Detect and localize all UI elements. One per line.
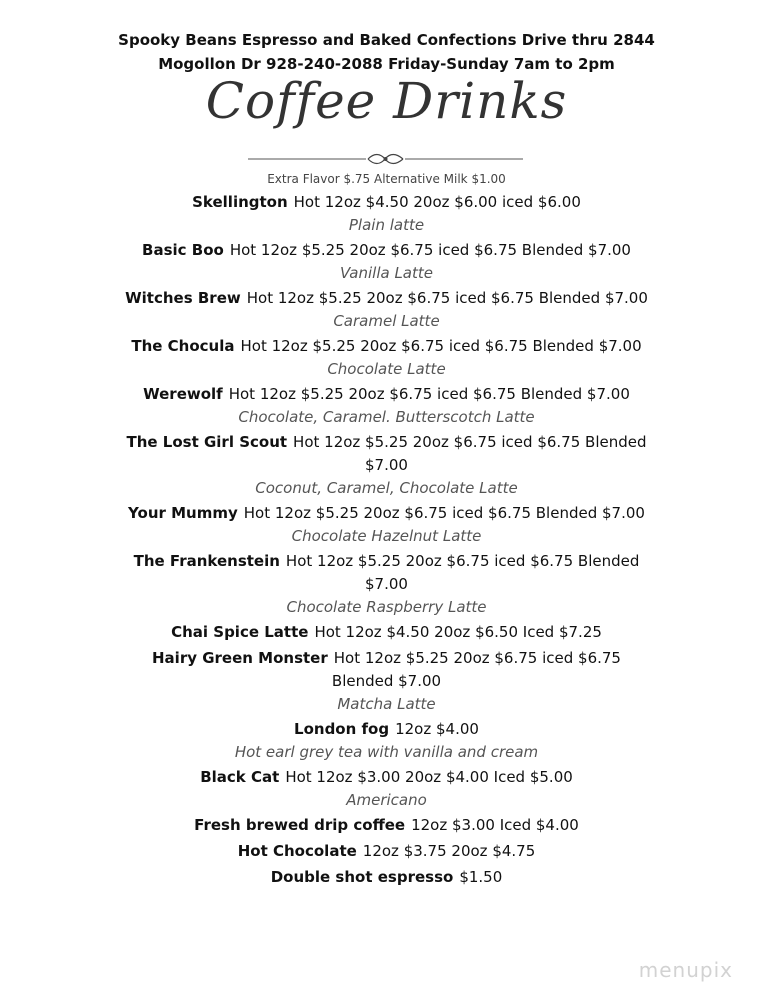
menu-item-description: Coconut, Caramel, Chocolate Latte	[255, 479, 518, 497]
menu-item-price: Hot 12oz $5.25 20oz $6.75 iced $6.75 Blended $7.00	[293, 433, 647, 474]
menu-item	[120, 647, 653, 715]
menu-item	[120, 191, 653, 236]
menu-item-name: Fresh brewed drip coffee	[194, 816, 406, 834]
menu-item	[120, 335, 653, 380]
menu-item-name: Black Cat	[200, 768, 280, 786]
menu-item	[120, 383, 653, 428]
menu-item-price: Hot 12oz $5.25 20oz $6.75 iced $6.75 Blended $7.00	[228, 385, 630, 403]
menu-item-name: The Frankenstein	[133, 552, 280, 570]
menu-item-description: Chocolate Latte	[327, 360, 446, 378]
menu-item-line	[120, 866, 653, 889]
menu-item-line	[120, 766, 653, 789]
menu-list	[120, 191, 653, 892]
menu-item-price: 12oz $3.00 Iced $4.00	[411, 816, 579, 834]
menu-item-description: Vanilla Latte	[339, 264, 433, 282]
divider-ornament	[248, 152, 523, 166]
menu-item-line	[120, 840, 653, 863]
menu-item-name: The Chocula	[131, 337, 235, 355]
menu-item-price: Hot 12oz $3.00 20oz $4.00 Iced $5.00	[285, 768, 573, 786]
page-title: Coffee Drinks	[205, 72, 568, 130]
header	[0, 28, 773, 76]
menu-item-description: Plain latte	[348, 216, 425, 234]
menu-item-line	[120, 335, 653, 358]
header-line-1: Spooky Beans Espresso and Baked Confections Drive thru 2844	[118, 31, 655, 49]
menu-item-name: Werewolf	[143, 385, 223, 403]
header-line-2: Mogollon Dr 928-240-2088 Friday-Sunday 7am to 2pm	[158, 55, 615, 73]
menu-item-description: Chocolate Raspberry Latte	[286, 598, 487, 616]
menu-item-line	[120, 287, 653, 310]
menu-item-description: Americano	[346, 791, 427, 809]
menu-item-price: Hot 12oz $5.25 20oz $6.75 iced $6.75 Blended $7.00	[285, 552, 640, 593]
menu-item	[120, 814, 653, 837]
menu-item-line	[120, 814, 653, 837]
menu-item	[120, 287, 653, 332]
menu-item-price: 12oz $4.00	[395, 720, 479, 738]
menu-item-line	[120, 191, 653, 214]
menu-item-line	[120, 239, 653, 262]
menu-item-description: Matcha Latte	[337, 695, 436, 713]
menu-item	[120, 239, 653, 284]
menu-item	[120, 866, 653, 889]
menu-item-line	[120, 621, 653, 644]
menu-item-price: Hot 12oz $5.25 20oz $6.75 iced $6.75 Blended $7.00	[246, 289, 648, 307]
menu-item-price: $1.50	[459, 868, 503, 886]
menu-item-price: 12oz $3.75 20oz $4.75	[362, 842, 536, 860]
menu-item	[120, 502, 653, 547]
menu-item-name: Witches Brew	[125, 289, 241, 307]
menu-item-name: Chai Spice Latte	[171, 623, 309, 641]
menu-item	[120, 550, 653, 618]
menu-item-name: Double shot espresso	[270, 868, 454, 886]
menu-item-price: Hot 12oz $4.50 20oz $6.50 Iced $7.25	[314, 623, 602, 641]
menu-item	[120, 840, 653, 863]
menu-item-line	[120, 431, 653, 477]
menu-item	[120, 766, 653, 811]
menu-item-name: Skellington	[192, 193, 288, 211]
watermark: menupix	[638, 958, 733, 982]
menu-item-description: Chocolate, Caramel. Butterscotch Latte	[238, 408, 535, 426]
menu-item-price: Hot 12oz $5.25 20oz $6.75 iced $6.75 Blended $7.00	[243, 504, 645, 522]
menu-item-name: Hot Chocolate	[237, 842, 357, 860]
menu-item-price: Hot 12oz $4.50 20oz $6.00 iced $6.00	[293, 193, 581, 211]
menu-item-name: Hairy Green Monster	[152, 649, 328, 667]
menu-item-name: London fog	[294, 720, 390, 738]
menu-item	[120, 621, 653, 644]
menu-item-price: Hot 12oz $5.25 20oz $6.75 iced $6.75 Blended $7.00	[240, 337, 642, 355]
menu-item-line	[120, 502, 653, 525]
menu-item	[120, 431, 653, 499]
menu-item-name: Your Mummy	[128, 504, 238, 522]
menu-item-line	[120, 647, 653, 693]
menu-item-name: The Lost Girl Scout	[126, 433, 288, 451]
menu-item-description: Caramel Latte	[333, 312, 440, 330]
menu-item-name: Basic Boo	[142, 241, 224, 259]
menu-item-description: Hot earl grey tea with vanilla and cream	[234, 743, 539, 761]
menu-item-description: Chocolate Hazelnut Latte	[291, 527, 482, 545]
menu-item-price: Hot 12oz $5.25 20oz $6.75 iced $6.75 Blended $7.00	[229, 241, 631, 259]
menu-item	[120, 718, 653, 763]
extras-note: Extra Flavor $.75 Alternative Milk $1.00	[267, 172, 506, 186]
menu-item-line	[120, 550, 653, 596]
menu-item-line	[120, 383, 653, 406]
menu-item-price: Hot 12oz $5.25 20oz $6.75 iced $6.75 Blended $7.00	[331, 649, 621, 690]
menu-item-line	[120, 718, 653, 741]
